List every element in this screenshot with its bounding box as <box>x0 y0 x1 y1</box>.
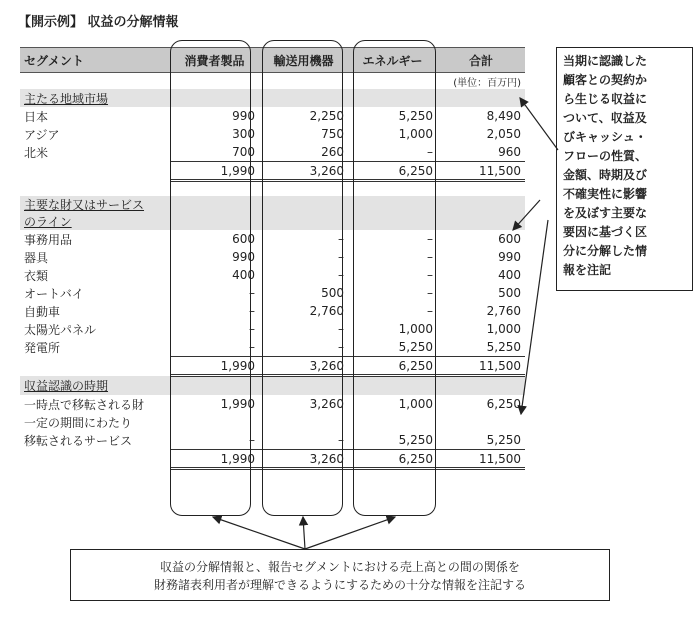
cell-value: 700 <box>232 145 255 159</box>
cell-value: 990 <box>232 109 255 123</box>
col-header-consumer: 消費者製品 <box>170 48 259 73</box>
cell-value: – <box>249 286 255 300</box>
cell-value: 3,260 <box>309 397 344 411</box>
side-note-line: 不確実性に影響 <box>563 187 648 201</box>
cell-value: – <box>338 322 344 336</box>
cell-value: 990 <box>232 250 255 264</box>
cell-value: 5,250 <box>486 433 521 447</box>
cell-value: 2,050 <box>486 127 521 141</box>
col-header-transport: 輸送用機器 <box>259 48 348 73</box>
side-note-line: 当期に認識した <box>563 54 648 68</box>
section-heading-region: 主たる地域市場 <box>20 89 170 107</box>
cell-value: 400 <box>498 268 521 282</box>
cell-value: 1,990 <box>220 397 255 411</box>
row-label: 事務用品 <box>24 232 73 247</box>
arrow-to-product <box>513 200 540 230</box>
unit-label: (単位：百万円) <box>453 77 521 89</box>
row-label: 発電所 <box>24 340 61 355</box>
col-header-energy: エネルギー <box>348 48 437 73</box>
row-label: 一定の期間にわたり <box>24 415 133 430</box>
col-header-total: 合計 <box>437 48 525 73</box>
cell-value: 2,250 <box>309 109 344 123</box>
arrow-to-consumer <box>213 517 305 549</box>
row-label: 北米 <box>24 145 49 160</box>
cell-value: – <box>338 340 344 354</box>
row-label: オートバイ <box>24 286 84 301</box>
bottom-note-line: 収益の分解情報と、報告セグメントにおける売上高との間の関係を <box>160 560 520 574</box>
cell-value: 400 <box>232 268 255 282</box>
total-value: 11,500 <box>437 162 525 181</box>
cell-value: 5,250 <box>486 340 521 354</box>
section-heading-product-line2: のライン <box>20 213 170 230</box>
bottom-note-line: 財務諸表利用者が理解できるようにするための十分な情報を注記する <box>153 578 526 592</box>
cell-value: – <box>249 322 255 336</box>
cell-value: – <box>427 268 433 282</box>
cell-value: – <box>338 232 344 246</box>
cell-value: 8,490 <box>486 109 521 123</box>
arrow-to-transport <box>303 517 305 549</box>
total-value: 6,250 <box>348 162 437 181</box>
side-note-line: ついて、収益及 <box>563 111 647 125</box>
cell-value: 6,250 <box>486 397 521 411</box>
page-title: 【開示例】 収益の分解情報 <box>18 15 179 30</box>
cell-value: – <box>338 250 344 264</box>
side-note-line: 要因に基づく区 <box>563 225 648 239</box>
cell-value: 990 <box>498 250 521 264</box>
total-value: 11,500 <box>437 357 525 376</box>
cell-value: 2,760 <box>486 304 521 318</box>
row-label: 自動車 <box>24 304 61 319</box>
total-value: 1,990 <box>170 450 259 469</box>
total-value: 11,500 <box>437 450 525 469</box>
cell-value: 600 <box>232 232 255 246</box>
cell-value: 500 <box>498 286 521 300</box>
side-note-line: 金額、時期及び <box>563 168 648 182</box>
cell-value: – <box>249 340 255 354</box>
cell-value: – <box>427 145 433 159</box>
cell-value: 5,250 <box>398 109 433 123</box>
cell-value: 600 <box>498 232 521 246</box>
row-label: 日本 <box>24 109 49 124</box>
section-heading-timing: 収益認識の時期 <box>20 376 170 396</box>
cell-value: – <box>427 232 433 246</box>
cell-value: – <box>338 433 344 447</box>
cell-value: – <box>427 250 433 264</box>
cell-value: – <box>249 304 255 318</box>
cell-value: 2,760 <box>309 304 344 318</box>
total-value: 3,260 <box>259 162 348 181</box>
row-label: アジア <box>24 127 60 142</box>
total-value: 1,990 <box>170 162 259 181</box>
row-label: 衣類 <box>24 268 49 283</box>
row-label: 一時点で移転される財 <box>24 397 145 412</box>
cell-value: 300 <box>232 127 255 141</box>
arrow-to-energy <box>305 517 395 549</box>
side-note-line: フローの性質、 <box>563 149 648 163</box>
cell-value: 1,000 <box>398 127 433 141</box>
section-heading-product: 主要な財又はサービス <box>20 196 170 213</box>
side-note-line: 報を注記 <box>563 263 612 277</box>
cell-value: – <box>338 268 344 282</box>
cell-value: 500 <box>321 286 344 300</box>
cell-value: 5,250 <box>398 433 433 447</box>
row-label: 器具 <box>24 250 49 265</box>
row-label: 移転されるサービス <box>24 433 133 448</box>
arrow-to-region <box>520 98 558 150</box>
total-value: 3,260 <box>259 357 348 376</box>
side-note-line: ら生じる収益に <box>563 92 648 106</box>
cell-value: 1,000 <box>398 397 433 411</box>
cell-value: 1,000 <box>398 322 433 336</box>
arrow-to-timing <box>521 220 548 414</box>
cell-value: – <box>427 304 433 318</box>
total-value: 3,260 <box>259 450 348 469</box>
total-value: 1,990 <box>170 357 259 376</box>
cell-value: 750 <box>321 127 344 141</box>
side-note-line: を及ぼす主要な <box>563 206 648 220</box>
total-value: 6,250 <box>348 357 437 376</box>
cell-value: 260 <box>321 145 344 159</box>
cell-value: – <box>427 286 433 300</box>
total-value: 6,250 <box>348 450 437 469</box>
cell-value: 1,000 <box>486 322 521 336</box>
side-note-line: 分に分解した情 <box>563 244 648 258</box>
side-note-line: 顧客との契約か <box>563 73 648 87</box>
row-label: 太陽光パネル <box>24 322 97 337</box>
col-header-segment: セグメント <box>20 48 170 73</box>
cell-value: 5,250 <box>398 340 433 354</box>
cell-value: 960 <box>498 145 521 159</box>
cell-value: – <box>249 433 255 447</box>
side-note-line: びキャッシュ・ <box>563 130 647 144</box>
